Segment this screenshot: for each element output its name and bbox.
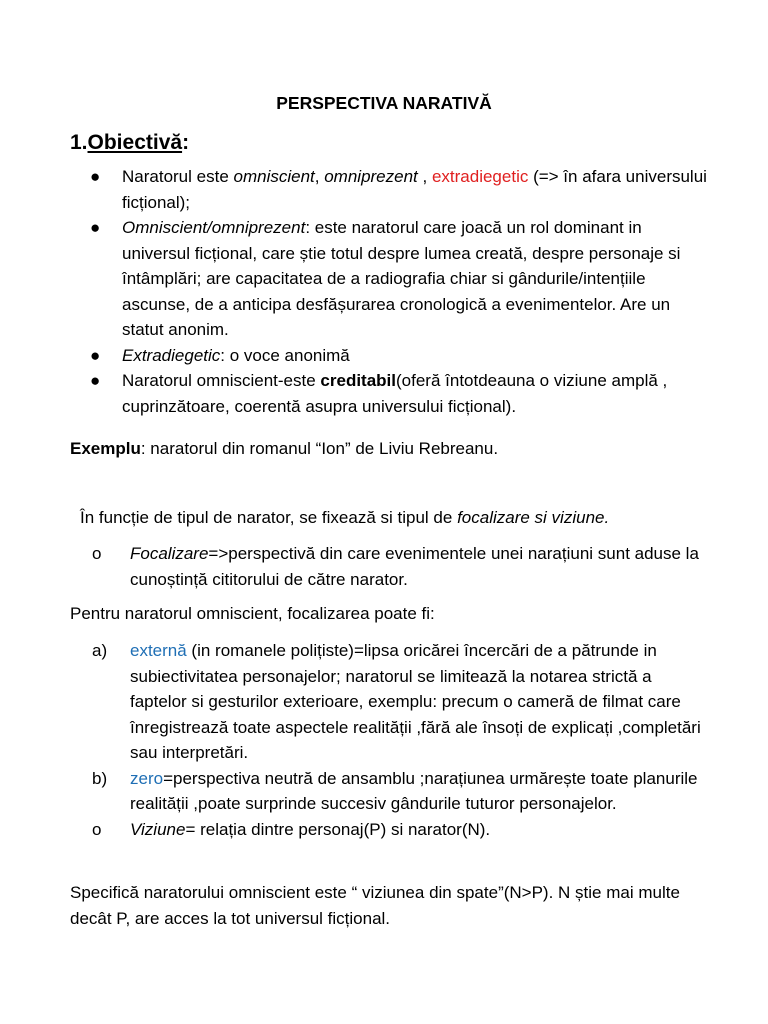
circle-marker-icon: o xyxy=(92,819,102,839)
bullet-list xyxy=(70,164,710,419)
vision-item: o Viziune= relația dintre personaj(P) si narator(N). xyxy=(92,817,710,843)
focal-intro-paragraph: În funcție de tipul de narator, se fixează si tipul de focalizare si viziune. xyxy=(80,508,610,527)
example-label: Exemplu xyxy=(70,439,141,458)
list-item: b) zero=perspectiva neutră de ansamblu ;narațiunea urmărește toate planurile realității ,poate surprinde succesiv gândurile tuturor personajelor. xyxy=(92,766,710,817)
list-item: ● Naratorul omniscient-este creditabil(oferă întotdeauna o viziune amplă , cuprinzătoare, coerentă asupra universului ficțional). xyxy=(90,368,710,419)
section-name: Obiectivă xyxy=(87,131,183,154)
list-marker: a) xyxy=(92,641,108,660)
bullet-icon: ● xyxy=(90,345,101,365)
list-item: ● Naratorul este omniscient, omniprezent , extradiegetic (=> în afara universului ficțional); xyxy=(90,164,710,215)
highlighted-term: externă xyxy=(130,641,187,660)
section-colon: : xyxy=(182,131,190,154)
bullet-list-block xyxy=(70,164,710,419)
highlighted-term: zero xyxy=(130,768,164,788)
list-item: ● Extradiegetic: o voce anonimă xyxy=(90,343,710,369)
bullet-icon: ● xyxy=(90,371,101,390)
list-item: ● Omniscient/omniprezent: este naratorul care joacă un rol dominant in universul ficțional, care știe totul despre lumea creată, despre personaje si întâmplări; are capacitatea de a radiografia chiar si gândurile/intențiile ascunse, de a anticipa desfășurarea cronologică a evenimentelor. Are un statut anonim. xyxy=(90,215,710,343)
bullet-icon: ● xyxy=(90,167,101,186)
section-heading xyxy=(70,127,189,159)
highlighted-term: extradiegetic xyxy=(431,167,529,186)
omniscient-intro: Pentru naratorul omniscient, focalizarea poate fi: xyxy=(70,604,435,623)
example-paragraph: Exemplu: naratorul din romanul “Ion” de Liviu Rebreanu. xyxy=(70,439,499,458)
list-marker: b) xyxy=(92,768,108,788)
bullet-icon: ● xyxy=(90,218,101,237)
closing-paragraph: Specifică naratorului omniscient este “ viziunea din spate”(N>P). N știe mai multe decât P, are acces la tot universul ficțional. xyxy=(70,883,680,928)
focal-types-list xyxy=(70,638,710,842)
circle-marker-icon: o xyxy=(92,544,102,563)
page-title: PERSPECTIVA NARATIVĂ xyxy=(276,93,492,113)
focalization-item: o Focalizare=>perspectivă din care evenimentele unei narațiuni sunt aduse la cunoștință cititorului de către narator. xyxy=(70,541,710,592)
list-item: a) externă (in romanele polițiste)=lipsa oricărei încercări de a pătrunde in subiectivitatea personajelor; naratorul se limitează la notarea strictă a faptelor si gesturilor exterioare, exemplu: precum o cameră de filmat care înregistrează toate aspectele realității ,fără ale însoți de explicați ,completări sau interpretări. xyxy=(92,638,710,766)
section-number: 1. xyxy=(70,131,88,154)
